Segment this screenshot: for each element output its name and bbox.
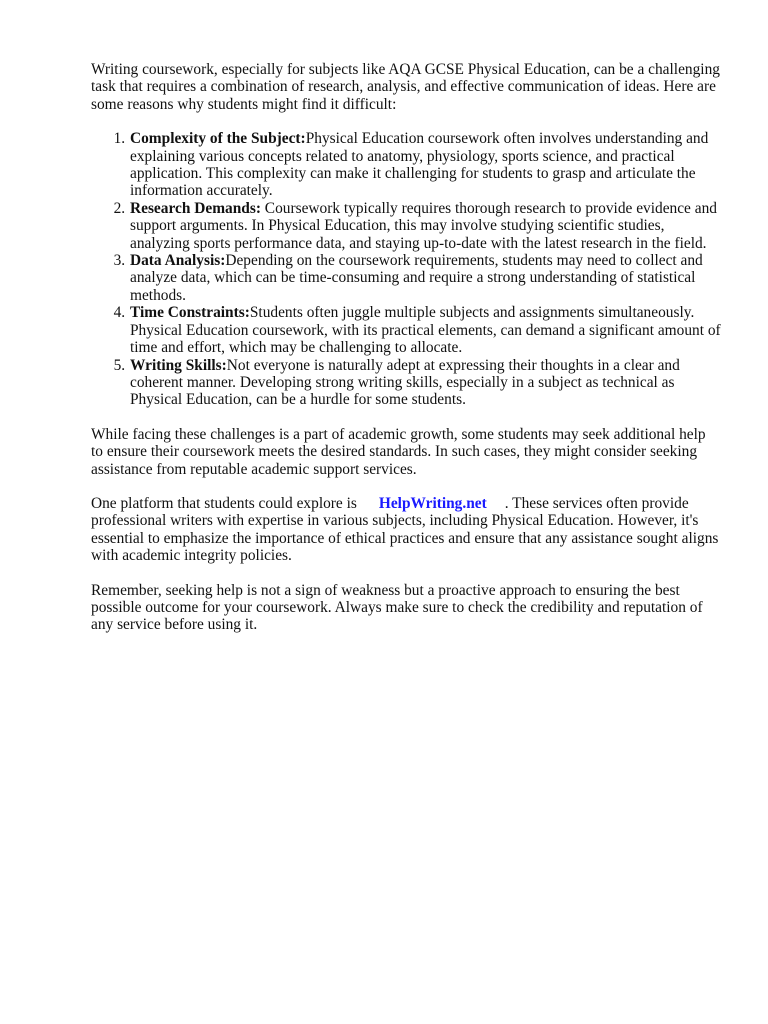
reason-title: Complexity of the Subject: (130, 130, 306, 148)
reason-text: Students often juggle multiple subjects and assignments simultaneously. Physical Education coursework, with its practical elements, can demand a significant amount of time and effort, which may be challenging to allocate. (130, 304, 721, 357)
platform-text-after: . These services often provide professional writers with expertise in various subjects, including Physical Education. However, it's essential to emphasize the importance of ethical practices and ensure that any assistance sought aligns with academic integrity policies. (91, 494, 719, 565)
reason-text: Physical Education coursework often involves understanding and explaining various concepts related to anatomy, physiology, sports science, and practical application. This complexity can make it challenging for students to grasp and articulate the information accurately. (130, 130, 709, 200)
reason-title: Research Demands: (130, 199, 261, 217)
challenges-paragraph: While facing these challenges is a part of academic growth, some students may seek additional help to ensure their coursework meets the desired standards. In such cases, they might consider seeking assistance from reputable academic support services. (91, 425, 706, 478)
list-item (129, 252, 721, 304)
reason-title: Writing Skills: (130, 356, 227, 374)
reason-text: Depending on the coursework requirements, students may need to collect and analyze data, which can be time-consuming and require a strong understanding of statistical methods. (130, 252, 703, 304)
list-item (129, 200, 721, 252)
list-item (129, 130, 721, 200)
reason-text: Coursework typically requires thorough research to provide evidence and support arguments. In Physical Education, this may involve studying scientific studies, analyzing sports performance data, and staying up-to-date with the latest research in the field. (130, 199, 717, 252)
helpwriting-link[interactable]: HelpWriting.net (378, 494, 487, 512)
reason-title: Data Analysis: (130, 252, 226, 270)
reason-title: Time Constraints: (130, 304, 250, 322)
intro-paragraph: Writing coursework, especially for subjects like AQA GCSE Physical Education, can be a challenging task that requires a combination of research, analysis, and effective communication of ideas. Here are some reasons why students might find it difficult: (91, 61, 720, 113)
document-body (91, 61, 721, 651)
list-item (129, 304, 721, 356)
list-item (129, 357, 721, 409)
reason-text: Not everyone is naturally adept at expressing their thoughts in a clear and coherent manner. Developing strong writing skills, especially in a subject as technical as Physical Education, can be a hurdle for some students. (130, 356, 680, 409)
platform-paragraph (91, 495, 721, 565)
closing-paragraph: Remember, seeking help is not a sign of weakness but a proactive approach to ensuring the best possible outcome for your coursework. Always make sure to check the credibility and reputation of any service before using it. (91, 581, 703, 634)
platform-text-before: One platform that students could explore is (91, 494, 357, 512)
reasons-list (91, 130, 721, 409)
